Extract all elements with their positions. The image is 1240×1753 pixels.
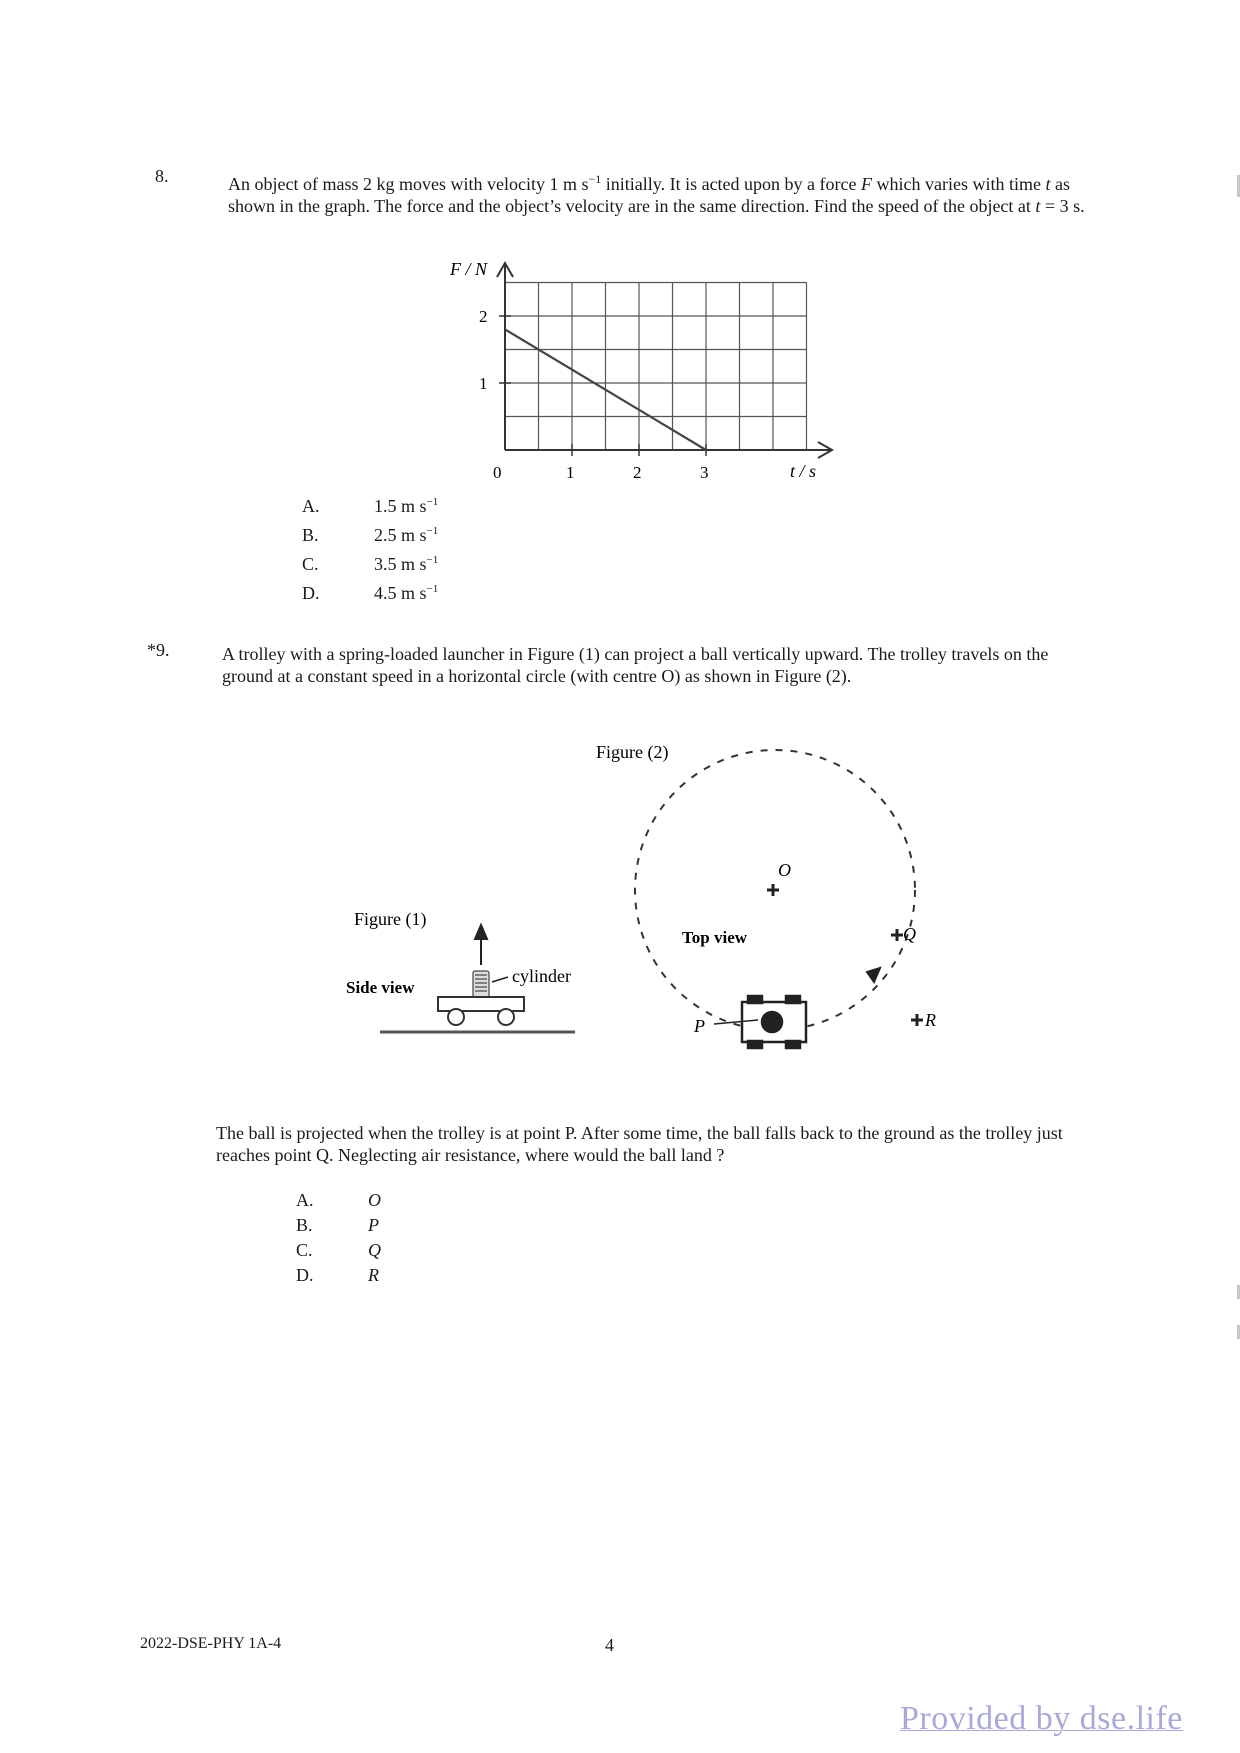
question-8-text: An object of mass 2 kg moves with velocity 1 m $s^{-1}$ initially. It is acted upon by a force F which varies with time t as shown in the graph. The force and the object’s velocity are in the same direction. Find the speed of the object at t = 3 s.: [228, 172, 1085, 216]
option-a[interactable]: A. O: [296, 1190, 381, 1210]
option-c[interactable]: C. Q: [296, 1240, 381, 1260]
label-R: R: [925, 1010, 936, 1030]
axis-ticks: [499, 316, 706, 456]
x-tick-label-1: 1: [566, 463, 575, 482]
page-number: 4: [605, 1635, 614, 1655]
question-8-number: 8.: [155, 166, 169, 186]
option-b[interactable]: B. P: [296, 1215, 379, 1235]
x-tick-label-2: 2: [633, 463, 642, 482]
question-9-text: A trolley with a spring-loaded launcher in Figure (1) can project a ball vertically upward. The trolley travels on the ground at a constant speed in a horizontal circle (with centre O) as shown in Figure (2).: [222, 644, 1049, 686]
side-view-label: Side view: [346, 978, 415, 997]
question-9-follow-up: The ball is projected when the trolley is at point P. After some time, the ball falls back to the ground as the trolley just reaches point Q. Neglecting air resistance, where would the ball land ?: [216, 1123, 1063, 1165]
centre-O-marker: [767, 884, 779, 896]
direction-arrow-icon: [867, 968, 880, 982]
launch-arrow: [475, 925, 487, 965]
question-9-options: [296, 1188, 381, 1288]
cylinder-label: cylinder: [512, 966, 571, 986]
force-time-graph: [430, 255, 850, 495]
figure-1-title: Figure (1): [354, 909, 427, 929]
x-tick-label-0: 0: [493, 463, 502, 482]
axes: [497, 263, 832, 458]
y-axis-label: F / N: [450, 259, 488, 279]
point-Q-marker: [891, 929, 903, 941]
watermark-link[interactable]: Provided by dse.life: [900, 1700, 1183, 1737]
top-view-label: Top view: [682, 928, 748, 947]
figure-2-top-view: [590, 740, 960, 1060]
figure-1-side-view: [340, 895, 600, 1055]
point-R-marker: [911, 1014, 923, 1026]
option-a[interactable]: A. 1.5 m $s^{-1}$: [302, 496, 439, 516]
label-P: P: [694, 1016, 705, 1036]
footer-paper-code: 2022-DSE-PHY 1A-4: [140, 1635, 282, 1652]
trolley-top-view-icon: [742, 996, 806, 1048]
option-b[interactable]: B. 2.5 m $s^{-1}$: [302, 525, 439, 545]
option-d[interactable]: D. R: [296, 1265, 379, 1285]
x-axis-label: t / s: [790, 461, 817, 481]
x-tick-label-3: 3: [700, 463, 709, 482]
y-tick-label-2: 2: [479, 307, 488, 326]
y-tick-label-1: 1: [479, 374, 488, 393]
label-O: O: [778, 860, 791, 880]
option-d[interactable]: D. 4.5 m $s^{-1}$: [302, 583, 439, 603]
question-8-options: [302, 490, 438, 606]
trolley-icon: [438, 997, 524, 1025]
figure-2-title: Figure (2): [596, 742, 669, 762]
label-Q: Q: [903, 924, 916, 944]
question-9-number: *9.: [147, 640, 170, 660]
graph-grid: [505, 283, 807, 451]
spring-launcher-icon: [473, 971, 489, 997]
cylinder-pointer: [492, 977, 508, 982]
option-c[interactable]: C. 3.5 m $s^{-1}$: [302, 554, 439, 574]
